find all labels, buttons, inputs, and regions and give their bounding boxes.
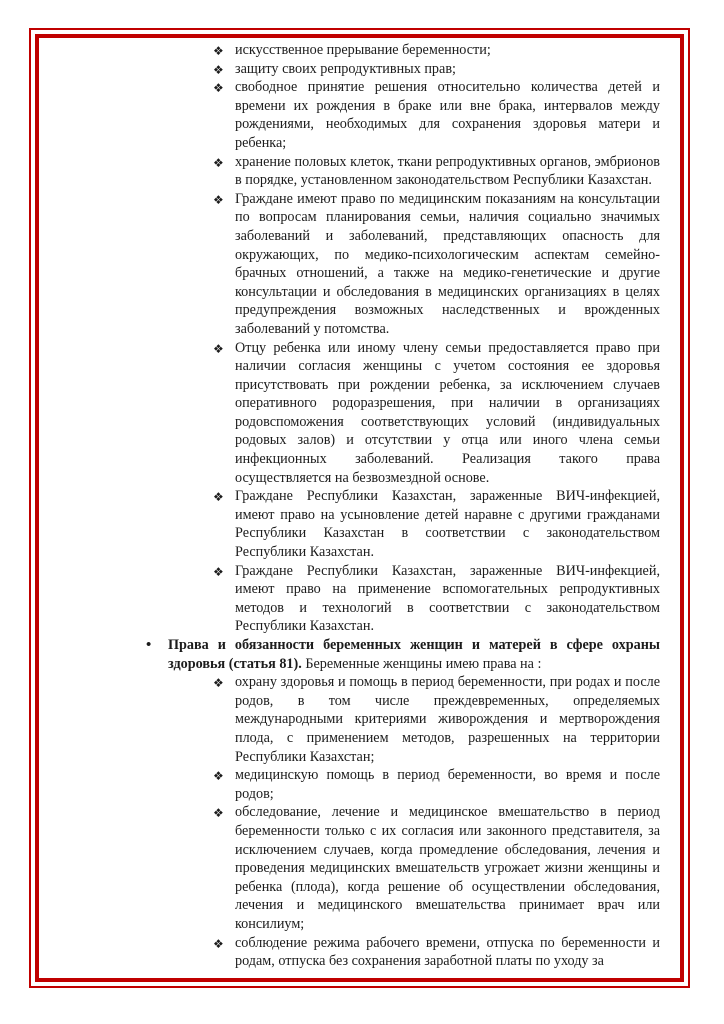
diamond-bullet-icon: ❖ (213, 490, 224, 505)
list-item (40, 60, 660, 79)
list-item (40, 153, 660, 190)
list-item (168, 934, 660, 971)
diamond-bullet-icon: ❖ (213, 44, 224, 58)
diamond-bullet-icon: ❖ (213, 155, 224, 170)
diamond-bullet-icon: ❖ (213, 806, 224, 821)
list-item (40, 41, 660, 60)
document-content (40, 41, 660, 971)
section-intro-text: Беременные женщины имею права на : (301, 655, 542, 672)
list-item-text: Граждане имеют право по медицинским показаниям на консультации по вопросам планирования семьи, наличия социально значимых заболеваний и заболеваний, представляющих опасность для окружающих, по медико-психологическим аспектам семейно-брачных отношений, а также на медико-генетические и другие консультации и обследования в медицинских организациях в целях предупреждения возможных наследственных и врожденных заболеваний у потомства. (235, 190, 660, 337)
list-item (168, 803, 660, 933)
diamond-bullet-icon: ❖ (213, 341, 224, 356)
list-item-text: свободное принятие решения относительно количества детей и времени их рождения в браке или вне брака, интервалов между рождениями, необходимых для сохранения здоровья матери и ребенка; (235, 79, 660, 151)
list-item-text: Граждане Республики Казахстан, зараженные ВИЧ-инфекцией, имеют право на усыновление детей наравне с другими гражданами Республики Казахстан в соответствии с законодательством Республики Казахстан. (235, 488, 660, 561)
diamond-bullet-icon: ❖ (213, 936, 224, 951)
diamond-bullet-icon: ❖ (213, 62, 224, 77)
section-heading: Права и обязанности беременных женщин и матерей в сфере охраны здоровья (статья 81). (168, 637, 660, 672)
list-item-text: медицинскую помощь в период беременности, во время и после родов; (235, 767, 660, 802)
list-item (40, 78, 660, 152)
list-item (40, 487, 660, 561)
pregnant-women-rights-section (40, 636, 660, 971)
list-item-text: охрану здоровья и помощь в период беременности, при родах и после родов, в том числе преждевременных, определяемых международными критериями живорождения и мертворождения плода, с применением методов, разрешенных на территории Республики Казахстан; (235, 674, 660, 765)
list-item-text: искусственное прерывание беременности; (235, 42, 491, 58)
list-item-text: хранение половых клеток, ткани репродуктивных органов, эмбрионов в порядке, установленном законодательством Республики Казахстан. (235, 153, 660, 189)
pregnant-women-rights-list (168, 673, 660, 971)
list-item (168, 673, 660, 766)
list-item (40, 190, 660, 339)
citizens-reproductive-rights-list (40, 41, 660, 636)
diamond-bullet-icon: ❖ (213, 564, 224, 579)
list-item (40, 339, 660, 488)
diamond-bullet-icon: ❖ (213, 769, 224, 784)
list-item-text: Граждане Республики Казахстан, зараженные ВИЧ-инфекцией, имеют право на применение вспомогательных репродуктивных методов и технологий в соответствии с законодательством Республики Казахстан. (235, 562, 660, 635)
list-item (40, 562, 660, 636)
list-item-text: обследование, лечение и медицинское вмешательство в период беременности только с их согласия или законного представителя, за исключением случаев, когда промедление обследования, лечения и проведения медицинских вмешательств угрожает жизни женщины и ребенка (плода), когда решение об осуществлении обследования, лечения и медицинского вмешательства принимает врач или консилиум; (235, 804, 660, 932)
round-bullet-icon: • (146, 637, 152, 653)
diamond-bullet-icon: ❖ (213, 192, 224, 207)
list-item-text: защиту своих репродуктивных прав; (235, 60, 456, 77)
list-item-text: соблюдение режима рабочего времени, отпуска по беременности и родам, отпуска без сохранения заработной платы по уходу за (235, 934, 660, 970)
diamond-bullet-icon: ❖ (213, 81, 224, 96)
list-item-text: Отцу ребенка или иному члену семьи предоставляется право при наличии согласия женщины с учетом состояния ее здоровья присутствовать при рождении ребенка, за исключением случаев оперативного родоразрешения, при наличии в организациях родовспоможения соответствующих условий (индивидуальных родовых залов) и отсутствии у отца или иного члена семьи инфекционных заболеваний. Реализация такого права осуществляется на безвозмездной основе. (235, 339, 660, 486)
list-item (168, 766, 660, 803)
diamond-bullet-icon: ❖ (213, 676, 224, 691)
